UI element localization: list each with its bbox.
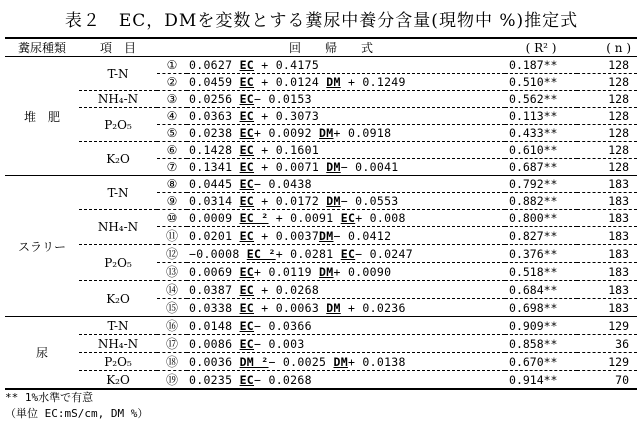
regression-equation [187, 142, 505, 159]
equation-number: ⑨ [157, 193, 187, 210]
regression-equation [187, 210, 505, 227]
equation-number: ③ [157, 91, 187, 108]
equation-text: + 0.0119 [254, 264, 320, 279]
equation-text: + 0.1601 [254, 143, 320, 157]
equation-number: ⑥ [157, 142, 187, 159]
equation-number: ⑪ [157, 227, 187, 245]
equation-text: 0.0314 [189, 194, 240, 208]
r-squared: 0.610** [505, 142, 577, 159]
sample-size: 183 [577, 263, 637, 281]
r-squared: 0.510** [505, 74, 577, 91]
equation-text: 0.1341 [189, 160, 240, 174]
variable-term: EC [239, 177, 255, 191]
item-cell: P₂O₅ [79, 108, 157, 142]
equation-number: ⑰ [157, 335, 187, 353]
equation-number: ① [166, 58, 178, 72]
item-cell: T-N [79, 317, 157, 335]
variable-term: DM [319, 264, 334, 279]
item-cell: T-N [79, 176, 157, 210]
header-equation: 回 帰 式 [157, 38, 505, 57]
equation-text: + 0.0918 [333, 126, 392, 140]
category-cell: 尿 [5, 317, 79, 390]
sample-size: 128 [577, 142, 637, 159]
sample-size: 70 [577, 371, 637, 390]
item-cell: NH₄-N [79, 91, 157, 108]
regression-equation [187, 159, 505, 176]
equation-text: − 0.0553 [340, 194, 399, 208]
item-cell: P₂O₅ [79, 353, 157, 371]
equation-text: − 0.0025 [268, 354, 334, 369]
equation-number: ⑧ [157, 176, 187, 193]
item-cell: K₂O [79, 281, 157, 317]
equation-text: 0.0338 [189, 300, 240, 315]
regression-equation [187, 245, 505, 263]
regression-equation [187, 353, 505, 371]
equation-number: ⑩ [157, 210, 187, 227]
r-squared: 0.670** [505, 353, 577, 371]
equation-text: 0.0069 [189, 264, 240, 279]
header-item: 項 目 [79, 38, 157, 57]
sample-size: 128 [577, 159, 637, 176]
r-squared: 0.687** [505, 159, 577, 176]
equation-text: 0.0036 [189, 354, 240, 369]
variable-term: EC [340, 246, 356, 261]
equation-text: − 0.0041 [340, 160, 399, 174]
header-type: 糞尿種類 [5, 38, 79, 57]
variable-term: EC [239, 126, 255, 140]
variable-term: EC ² [246, 246, 276, 261]
variable-term: EC [239, 336, 255, 351]
regression-equation [187, 176, 505, 193]
r-squared: 0.827** [505, 227, 577, 245]
equation-text: 0.0387 [189, 282, 240, 297]
equation-text: + 0.008 [355, 211, 406, 225]
r-squared: 0.882** [505, 193, 577, 210]
r-squared: 0.684** [505, 281, 577, 299]
equation-text: −0.0008 [189, 246, 247, 261]
header-n: ( n ) [577, 38, 637, 57]
variable-term: EC [239, 75, 255, 89]
regression-equation [187, 299, 505, 317]
equation-text: − 0.0153 [254, 92, 312, 106]
variable-term: EC [239, 160, 255, 174]
r-squared: 0.909** [505, 317, 577, 335]
r-squared: 0.800** [505, 210, 577, 227]
regression-table [5, 37, 637, 390]
equation-number: ⑬ [157, 263, 187, 281]
sample-size: 128 [608, 58, 630, 72]
regression-equation [187, 281, 505, 299]
item-cell: K₂O [79, 371, 157, 390]
table-row [5, 142, 637, 159]
equation-text: − 0.003 [254, 336, 305, 351]
equation-text: + 0.0138 [347, 354, 406, 369]
equation-text: − 0.0438 [254, 177, 312, 191]
equation-text: + 0.0281 [275, 246, 341, 261]
equation-text: 0.0238 [189, 126, 240, 140]
sample-size: 128 [577, 108, 637, 125]
item-cell: P₂O₅ [79, 245, 157, 281]
sample-size: 36 [577, 335, 637, 353]
r-squared: 0.858** [505, 335, 577, 353]
table-row [5, 108, 637, 125]
sample-size: 183 [577, 176, 637, 193]
unit-note: （単位 EC:mS/cm, DM %） [5, 407, 149, 420]
variable-term: DM [326, 75, 341, 89]
equation-number: ⑮ [157, 299, 187, 317]
variable-term: DM [326, 300, 341, 315]
equation-text: + 0.0090 [333, 264, 392, 279]
table-row [5, 210, 637, 227]
equation-number: ⑦ [157, 159, 187, 176]
equation-text: + 0.0092 [254, 126, 320, 140]
sample-size: 183 [577, 210, 637, 227]
equation-text: 0.0627 [189, 58, 240, 72]
sample-size: 128 [577, 125, 637, 142]
table-row [5, 335, 637, 353]
equation-text: 0.0459 [189, 75, 240, 89]
header-r2: ( R² ) [505, 38, 577, 57]
equation-text: 0.0086 [189, 336, 240, 351]
variable-term: EC [239, 143, 255, 157]
equation-text: 0.0256 [189, 92, 240, 106]
variable-term: EC [239, 282, 255, 297]
sample-size: 129 [577, 353, 637, 371]
sample-size: 183 [577, 227, 637, 245]
regression-equation [187, 371, 505, 390]
table-row [5, 91, 637, 108]
equation-text: + 0.0071 [254, 160, 327, 174]
equation-number: ⑯ [157, 317, 187, 335]
r-squared: 0.113** [505, 108, 577, 125]
equation-text: − 0.0366 [254, 318, 312, 333]
sample-size: 183 [577, 281, 637, 299]
table-row [5, 371, 637, 390]
equation-text: − 0.0412 [333, 228, 392, 243]
equation-text: 0.0445 [189, 177, 240, 191]
r-squared: 0.698** [505, 299, 577, 317]
regression-equation [187, 125, 505, 142]
table-body [5, 57, 637, 390]
table-row [5, 245, 637, 263]
variable-term: EC [239, 109, 255, 123]
sample-size: 183 [577, 245, 637, 263]
variable-term: EC [239, 318, 255, 333]
regression-equation [187, 335, 505, 353]
sample-size: 183 [577, 299, 637, 317]
table-row [5, 281, 637, 299]
equation-text: + 0.0091 [268, 211, 341, 225]
variable-term: EC ² [239, 211, 269, 225]
equation-text: 0.0363 [189, 109, 240, 123]
sample-size: 128 [577, 74, 637, 91]
significance-note: ** 1%水準で有意 [5, 391, 94, 404]
equation-number: ⑤ [157, 125, 187, 142]
variable-term: DM [333, 354, 348, 369]
equation-text: + 0.0268 [254, 282, 320, 297]
item-cell: NH₄-N [79, 335, 157, 353]
variable-term: DM ² [239, 354, 269, 369]
table-row [5, 317, 637, 335]
regression-equation [187, 108, 505, 125]
header-row [5, 38, 637, 57]
equation-text: 0.0235 [189, 372, 240, 387]
variable-term: EC [239, 58, 255, 72]
regression-equation [187, 193, 505, 210]
r-squared: 0.518** [505, 263, 577, 281]
equation-text: + 0.0124 [254, 75, 327, 89]
equation-text: + 0.3073 [254, 109, 320, 123]
r-squared: 0.433** [505, 125, 577, 142]
regression-equation [187, 263, 505, 281]
table-title: 表２ EC，DMを変数とする糞尿中養分含量(現物中 %)推定式 [64, 11, 579, 31]
equation-text: 0.1428 [189, 143, 240, 157]
variable-term: EC [239, 300, 255, 315]
table-row [5, 353, 637, 371]
item-cell: K₂O [79, 142, 157, 176]
equation-text: + 0.0236 [340, 300, 406, 315]
variable-term: DM [319, 126, 334, 140]
equation-text: 0.0009 [189, 211, 240, 225]
item-cell: NH₄-N [79, 210, 157, 245]
variable-term: EC [239, 92, 255, 106]
item-cell: T-N [107, 66, 129, 81]
variable-term: EC [340, 211, 356, 225]
variable-term: DM [319, 228, 334, 243]
variable-term: EC [239, 264, 255, 279]
r-squared: 0.914** [505, 371, 577, 390]
regression-equation [187, 227, 505, 245]
table-row [5, 176, 637, 193]
category-cell: 堆 肥 [23, 109, 60, 124]
equation-text: − 0.0247 [355, 246, 413, 261]
r-squared: 0.187** [509, 58, 558, 72]
regression-equation [187, 74, 505, 91]
equation-text: − 0.0268 [254, 372, 312, 387]
sample-size: 128 [577, 91, 637, 108]
r-squared: 0.376** [505, 245, 577, 263]
regression-equation [187, 91, 505, 108]
variable-term: EC [239, 194, 255, 208]
r-squared: 0.792** [505, 176, 577, 193]
equation-number: ④ [157, 108, 187, 125]
equation-number: ⑲ [157, 371, 187, 390]
equation-text: + 0.0037 [254, 228, 320, 243]
equation-text: 0.0148 [189, 318, 240, 333]
equation-text: + 0.0172 [254, 194, 327, 208]
regression-equation [187, 57, 505, 74]
variable-term: DM [326, 194, 341, 208]
sample-size: 129 [577, 317, 637, 335]
equation-number: ② [157, 74, 187, 91]
category-cell: スラリー [5, 176, 79, 317]
equation-text: 0.0201 [189, 228, 240, 243]
equation-text: + 0.0063 [254, 300, 327, 315]
equation-number: ⑫ [157, 245, 187, 263]
equation-text: + 0.4175 [254, 58, 320, 72]
r-squared: 0.562** [505, 91, 577, 108]
sample-size: 183 [577, 193, 637, 210]
variable-term: EC [239, 372, 255, 387]
variable-term: DM [326, 160, 341, 174]
equation-text: + 0.1249 [340, 75, 406, 89]
regression-equation [187, 317, 505, 335]
table-row [5, 57, 637, 74]
equation-number: ⑭ [157, 281, 187, 299]
variable-term: EC [239, 228, 255, 243]
equation-number: ⑱ [157, 353, 187, 371]
